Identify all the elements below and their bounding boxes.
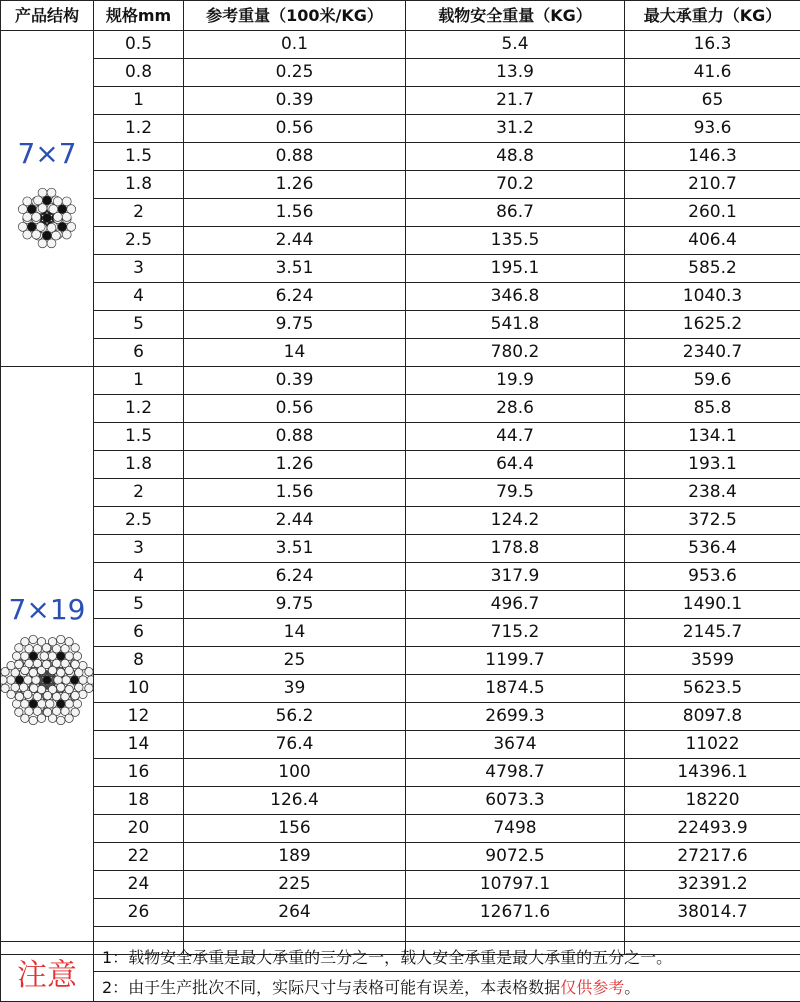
safe-load-cell: 3674 xyxy=(406,731,625,759)
note-line-1: 1：载物安全承重是最大承重的三分之一，载人安全承重是最大承重的五分之一。 xyxy=(94,942,800,972)
safe-load-cell: 715.2 xyxy=(406,619,625,647)
max-load-cell: 1490.1 xyxy=(625,591,800,619)
weight-cell: 225 xyxy=(184,871,406,899)
max-load-cell: 536.4 xyxy=(625,535,800,563)
max-load-cell: 372.5 xyxy=(625,507,800,535)
safe-load-cell: 317.9 xyxy=(406,563,625,591)
spec-cell: 6 xyxy=(94,619,184,647)
max-load-cell: 2145.7 xyxy=(625,619,800,647)
weight-cell: 2.44 xyxy=(184,507,406,535)
table-row xyxy=(1,227,800,255)
max-load-cell: 32391.2 xyxy=(625,871,800,899)
safe-load-cell: 135.5 xyxy=(406,227,625,255)
spec-cell: 0.5 xyxy=(94,31,184,59)
table-row xyxy=(1,59,800,87)
weight-cell: 56.2 xyxy=(184,703,406,731)
weight-cell: 76.4 xyxy=(184,731,406,759)
safe-load-cell: 48.8 xyxy=(406,143,625,171)
safe-load-cell: 9072.5 xyxy=(406,843,625,871)
table-row xyxy=(1,871,800,899)
spec-cell: 4 xyxy=(94,563,184,591)
max-load-cell: 1625.2 xyxy=(625,311,800,339)
note-highlight: 仅供参考 xyxy=(560,978,624,997)
max-load-cell: 2340.7 xyxy=(625,339,800,367)
weight-cell: 6.24 xyxy=(184,283,406,311)
weight-cell: 3.51 xyxy=(184,255,406,283)
table-row xyxy=(1,843,800,871)
spec-cell: 5 xyxy=(94,311,184,339)
table-row xyxy=(1,479,800,507)
spec-cell: 22 xyxy=(94,843,184,871)
max-load-cell: 11022 xyxy=(625,731,800,759)
max-load-cell: 210.7 xyxy=(625,171,800,199)
table-row xyxy=(1,171,800,199)
safe-load-cell: 44.7 xyxy=(406,423,625,451)
structure-label: 7×19 xyxy=(1,596,93,624)
spec-cell: 0.8 xyxy=(94,59,184,87)
weight-cell: 9.75 xyxy=(184,591,406,619)
table-row xyxy=(1,395,800,423)
table-row xyxy=(1,899,800,927)
safe-load-cell: 64.4 xyxy=(406,451,625,479)
safe-load-cell: 541.8 xyxy=(406,311,625,339)
weight-cell: 14 xyxy=(184,619,406,647)
max-load-cell: 585.2 xyxy=(625,255,800,283)
spec-cell: 16 xyxy=(94,759,184,787)
spec-cell: 26 xyxy=(94,899,184,927)
table-row xyxy=(1,731,800,759)
spec-cell: 3 xyxy=(94,255,184,283)
max-load-cell: 260.1 xyxy=(625,199,800,227)
spec-cell: 2.5 xyxy=(94,507,184,535)
max-load-cell: 3599 xyxy=(625,647,800,675)
safe-load-cell: 7498 xyxy=(406,815,625,843)
table-row xyxy=(1,87,800,115)
table-row xyxy=(1,619,800,647)
table-row xyxy=(1,703,800,731)
table-row xyxy=(1,815,800,843)
weight-cell: 14 xyxy=(184,339,406,367)
safe-load-cell: 12671.6 xyxy=(406,899,625,927)
max-load-cell: 406.4 xyxy=(625,227,800,255)
header-structure: 产品结构 xyxy=(1,1,94,31)
spec-cell: 14 xyxy=(94,731,184,759)
table-row xyxy=(1,535,800,563)
table-row xyxy=(1,283,800,311)
spec-cell: 4 xyxy=(94,283,184,311)
table-row xyxy=(1,423,800,451)
note-line-2-end: 。 xyxy=(624,978,640,997)
spec-cell: 1.2 xyxy=(94,115,184,143)
spec-cell: 1.8 xyxy=(94,451,184,479)
wire-rope-7x7-cross-section-icon xyxy=(7,178,87,258)
max-load-cell: 27217.6 xyxy=(625,843,800,871)
weight-cell: 39 xyxy=(184,675,406,703)
weight-cell: 1.56 xyxy=(184,199,406,227)
spec-cell: 1 xyxy=(94,367,184,395)
table-row xyxy=(1,759,800,787)
header-weight: 参考重量（100米/KG） xyxy=(184,1,406,31)
table-row xyxy=(1,507,800,535)
safe-load-cell: 178.8 xyxy=(406,535,625,563)
table-row xyxy=(1,647,800,675)
safe-load-cell: 10797.1 xyxy=(406,871,625,899)
header-max-load: 最大承重力（KG） xyxy=(625,1,800,31)
spec-cell: 12 xyxy=(94,703,184,731)
table-row xyxy=(1,339,800,367)
safe-load-cell: 780.2 xyxy=(406,339,625,367)
table-row xyxy=(1,787,800,815)
table-row xyxy=(1,367,800,395)
spec-cell: 1.8 xyxy=(94,171,184,199)
table-row xyxy=(1,143,800,171)
max-load-cell: 238.4 xyxy=(625,479,800,507)
safe-load-cell: 5.4 xyxy=(406,31,625,59)
table-row xyxy=(1,311,800,339)
weight-cell: 0.56 xyxy=(184,395,406,423)
max-load-cell: 65 xyxy=(625,87,800,115)
safe-load-cell: 1874.5 xyxy=(406,675,625,703)
spec-cell: 1.5 xyxy=(94,143,184,171)
weight-cell: 9.75 xyxy=(184,311,406,339)
weight-cell: 126.4 xyxy=(184,787,406,815)
structure-label: 7×7 xyxy=(1,140,93,168)
table-row xyxy=(1,115,800,143)
spec-cell: 6 xyxy=(94,339,184,367)
weight-cell: 0.88 xyxy=(184,143,406,171)
weight-cell: 156 xyxy=(184,815,406,843)
safe-load-cell: 31.2 xyxy=(406,115,625,143)
weight-cell: 25 xyxy=(184,647,406,675)
note-line-2 xyxy=(94,972,800,1002)
safe-load-cell: 6073.3 xyxy=(406,787,625,815)
table-row xyxy=(1,591,800,619)
table-row xyxy=(1,199,800,227)
max-load-cell: 38014.7 xyxy=(625,899,800,927)
notes-table xyxy=(0,941,800,1002)
max-load-cell: 134.1 xyxy=(625,423,800,451)
safe-load-cell: 124.2 xyxy=(406,507,625,535)
spec-cell: 24 xyxy=(94,871,184,899)
safe-load-cell: 1199.7 xyxy=(406,647,625,675)
safe-load-cell: 346.8 xyxy=(406,283,625,311)
weight-cell: 0.39 xyxy=(184,87,406,115)
safe-load-cell: 496.7 xyxy=(406,591,625,619)
weight-cell: 0.1 xyxy=(184,31,406,59)
max-load-cell: 8097.8 xyxy=(625,703,800,731)
spec-cell: 5 xyxy=(94,591,184,619)
max-load-cell: 146.3 xyxy=(625,143,800,171)
max-load-cell: 953.6 xyxy=(625,563,800,591)
safe-load-cell: 79.5 xyxy=(406,479,625,507)
safe-load-cell: 195.1 xyxy=(406,255,625,283)
spec-cell: 3 xyxy=(94,535,184,563)
weight-cell: 1.56 xyxy=(184,479,406,507)
table-row xyxy=(1,563,800,591)
wire-rope-7x19-cross-section-icon xyxy=(1,634,93,726)
weight-cell: 0.88 xyxy=(184,423,406,451)
header-safe-load: 载物安全重量（KG） xyxy=(406,1,625,31)
safe-load-cell: 4798.7 xyxy=(406,759,625,787)
spec-table-body xyxy=(1,31,800,955)
safe-load-cell: 21.7 xyxy=(406,87,625,115)
max-load-cell: 1040.3 xyxy=(625,283,800,311)
table-row xyxy=(1,31,800,59)
weight-cell: 0.56 xyxy=(184,115,406,143)
spec-cell: 1 xyxy=(94,87,184,115)
notice-title: 注意 xyxy=(1,942,94,1002)
structure-cell xyxy=(1,31,94,367)
weight-cell: 1.26 xyxy=(184,171,406,199)
header-row xyxy=(1,1,800,31)
spec-cell: 10 xyxy=(94,675,184,703)
table-row xyxy=(1,451,800,479)
spec-cell: 20 xyxy=(94,815,184,843)
structure-cell xyxy=(1,367,94,955)
safe-load-cell: 70.2 xyxy=(406,171,625,199)
weight-cell: 6.24 xyxy=(184,563,406,591)
safe-load-cell: 28.6 xyxy=(406,395,625,423)
max-load-cell: 193.1 xyxy=(625,451,800,479)
weight-cell: 189 xyxy=(184,843,406,871)
weight-cell: 0.39 xyxy=(184,367,406,395)
max-load-cell: 41.6 xyxy=(625,59,800,87)
max-load-cell: 18220 xyxy=(625,787,800,815)
table-row xyxy=(1,255,800,283)
max-load-cell: 59.6 xyxy=(625,367,800,395)
safe-load-cell: 13.9 xyxy=(406,59,625,87)
note-line-2-text: 2：由于生产批次不同，实际尺寸与表格可能有误差，本表格数据 xyxy=(102,978,560,997)
spec-cell: 2.5 xyxy=(94,227,184,255)
weight-cell: 2.44 xyxy=(184,227,406,255)
spec-cell: 1.2 xyxy=(94,395,184,423)
max-load-cell: 14396.1 xyxy=(625,759,800,787)
spec-cell: 2 xyxy=(94,479,184,507)
max-load-cell: 93.6 xyxy=(625,115,800,143)
max-load-cell: 85.8 xyxy=(625,395,800,423)
spec-cell: 2 xyxy=(94,199,184,227)
max-load-cell: 5623.5 xyxy=(625,675,800,703)
max-load-cell: 22493.9 xyxy=(625,815,800,843)
weight-cell: 264 xyxy=(184,899,406,927)
weight-cell: 100 xyxy=(184,759,406,787)
weight-cell: 3.51 xyxy=(184,535,406,563)
header-spec: 规格mm xyxy=(94,1,184,31)
spec-cell: 8 xyxy=(94,647,184,675)
spec-cell: 1.5 xyxy=(94,423,184,451)
safe-load-cell: 2699.3 xyxy=(406,703,625,731)
safe-load-cell: 19.9 xyxy=(406,367,625,395)
weight-cell: 1.26 xyxy=(184,451,406,479)
max-load-cell: 16.3 xyxy=(625,31,800,59)
weight-cell: 0.25 xyxy=(184,59,406,87)
spec-cell: 18 xyxy=(94,787,184,815)
safe-load-cell: 86.7 xyxy=(406,199,625,227)
table-row xyxy=(1,675,800,703)
